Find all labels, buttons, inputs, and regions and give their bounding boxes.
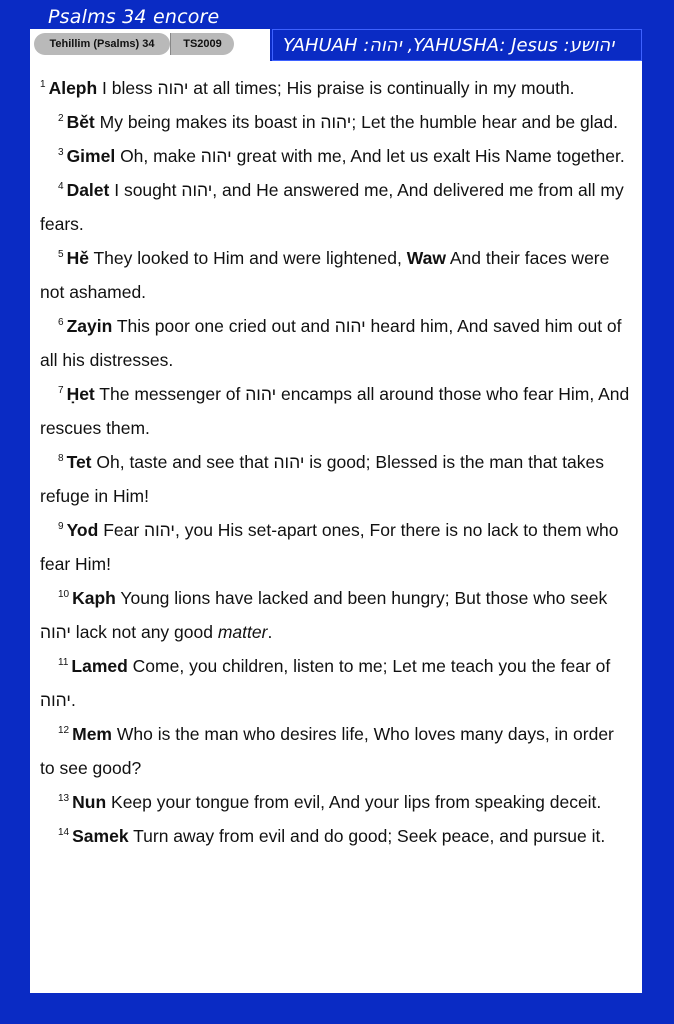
verse-number: 3 xyxy=(58,147,64,159)
hebrew-letter-heading: Tet xyxy=(66,452,92,472)
verse-text: This poor one cried out and יהוה heard him, And saved him out of all his distresses. xyxy=(40,316,622,370)
hebrew-letter-heading: Lamed xyxy=(71,656,128,676)
verse-text: Oh, make יהוה great with me, And let us exalt His Name together. xyxy=(115,146,625,166)
verse-text: And their faces were not ashamed. xyxy=(40,248,610,302)
verse-10 xyxy=(40,581,632,649)
verse-11 xyxy=(40,649,632,717)
verse-number: 8 xyxy=(58,453,64,465)
verse-6 xyxy=(40,309,632,377)
verse-number: 4 xyxy=(58,181,64,193)
verse-text: I bless יהוה at all times; His praise is continually in my mouth. xyxy=(97,78,575,98)
verse-number: 12 xyxy=(58,725,70,737)
hebrew-letter-heading: Samek xyxy=(72,826,129,846)
hebrew-letter-heading: Bět xyxy=(66,112,95,132)
verse-text: matter xyxy=(217,622,268,642)
verse-text: I sought יהוה, and He answered me, And delivered me from all my fears. xyxy=(40,180,624,234)
verse-9 xyxy=(40,513,632,581)
verse-number: 9 xyxy=(58,521,64,533)
verse-number: 10 xyxy=(58,589,70,601)
verse-number: 1 xyxy=(40,79,46,91)
verse-5 xyxy=(40,241,632,309)
verse-text: My being makes its boast in יהוה; Let the humble hear and be glad. xyxy=(94,112,618,132)
verse-text: Come, you children, listen to me; Let me teach you the fear of יהוה. xyxy=(40,656,611,710)
verse-7 xyxy=(40,377,632,445)
verse-4 xyxy=(40,173,632,241)
hebrew-letter-heading: Yod xyxy=(66,520,99,540)
verse-text: The messenger of יהוה encamps all around those who fear Him, And rescues them. xyxy=(40,384,630,438)
page-title: Psalms 34 encore xyxy=(48,6,220,28)
verse-2 xyxy=(40,105,632,139)
verse-number: 6 xyxy=(58,317,64,329)
verse-14 xyxy=(40,819,632,853)
verse-number: 5 xyxy=(58,249,64,261)
verse-text: Turn away from evil and do good; Seek peace, and pursue it. xyxy=(128,826,606,846)
verse-text: Young lions have lacked and been hungry; But those who seek יהוה lack not any good xyxy=(40,588,608,642)
hebrew-letter-heading: Aleph xyxy=(48,78,98,98)
hebrew-letter-heading: Kaph xyxy=(72,588,116,608)
book-pill[interactable]: Tehillim (Psalms) 34 xyxy=(34,33,170,55)
verse-text: Keep your tongue from evil, And your lips from speaking deceit. xyxy=(106,792,602,812)
verse-8 xyxy=(40,445,632,513)
verse-number: 7 xyxy=(58,385,64,397)
verse-text: They looked to Him and were lightened, xyxy=(88,248,407,268)
page-bottom-edge xyxy=(30,993,644,995)
verse-number: 13 xyxy=(58,793,70,805)
hebrew-letter-heading: Dalet xyxy=(66,180,110,200)
hebrew-letter-heading: Zayin xyxy=(66,316,113,336)
verse-text: Fear יהוה, you His set-apart ones, For there is no lack to them who fear Him! xyxy=(40,520,619,574)
verse-3 xyxy=(40,139,632,173)
verse-13 xyxy=(40,785,632,819)
hebrew-letter-heading: Mem xyxy=(72,724,112,744)
verse-1 xyxy=(40,71,632,105)
hebrew-letter-heading: Gimel xyxy=(66,146,116,166)
verse-number: 14 xyxy=(58,827,70,839)
scripture-page xyxy=(30,61,642,993)
hebrew-letter-heading: Hě xyxy=(66,248,89,268)
verse-12 xyxy=(40,717,632,785)
verse-number: 2 xyxy=(58,113,64,125)
verse-text: Who is the man who desires life, Who loves many days, in order to see good? xyxy=(40,724,614,778)
verse-number: 11 xyxy=(58,657,69,669)
verse-text: Oh, taste and see that יהוה is good; Blessed is the man that takes refuge in Him! xyxy=(40,452,604,506)
verse-text: . xyxy=(267,622,273,642)
version-pill[interactable]: TS2009 xyxy=(170,33,234,55)
hebrew-letter-heading: Waw xyxy=(406,248,446,268)
hebrew-letter-heading: Nun xyxy=(72,792,107,812)
hebrew-letter-heading: Ḥet xyxy=(66,384,95,404)
names-banner: YAHUAH :יהוה ,YAHUSHA: Jesus :יהושע xyxy=(272,29,642,61)
